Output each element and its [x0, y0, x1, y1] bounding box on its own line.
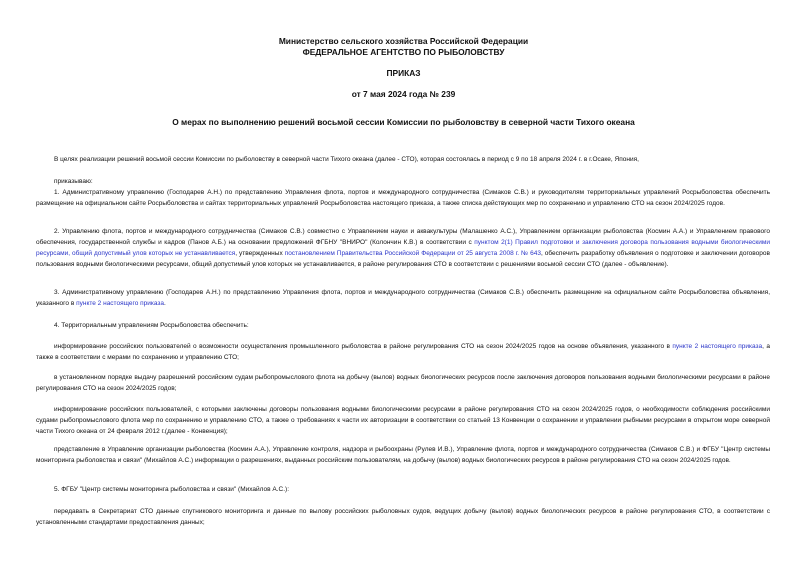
ministry-heading: Министерство сельского хозяйства Российской Федерации	[278, 36, 529, 46]
order-word: приказываю:	[54, 178, 93, 185]
item-2-text-b: , утвержденных	[235, 250, 285, 257]
paragraph-item-4-4: представление в Управление организации рыболовства (Космин А.А.), Управление контроля, надзора и рыбоохраны (Рулев И.В.), Управление флота, портов и международного сотрудничества (Симаков С.В.) и ФГБУ "Центр системы мониторинга рыболовства и связи" (Михайлов А.С.) информации о разрешениях, выданных российским пользователям, на добычу (вылов) водных биологических ресурсов в районе регулирования СТО на сезон 2024/2025 годов.	[36, 446, 770, 464]
item-2-text-c: , обеспечить разработку объявления о подготовке и заключении договоров пользования водными биологическими ресурсами, общий допустимый улов которых не устанавливается, в районе регулирования СТО в соответствии с решениями восьмой сессии СТО (далее - объявление).	[36, 250, 770, 268]
item-4-1-text-a: информирование российских пользователей о возможности осуществления промышленного рыболовства в районе регулирования СТО на сезон 2024/2025 годов на основе объявления, указанного в	[54, 343, 673, 350]
paragraph-item-4: 4. Территориальным управлениям Росрыболовства обеспечить:	[54, 322, 249, 329]
paragraph-item-1: 1. Административному управлению (Господарев А.Н.) по представлению Управления флота, портов и международного сотрудничества (Симаков С.В.) и руководителям территориальных управлений Росрыболовства обеспечить размещение на официальном сайте Росрыболовства и сайтах территориальных управлений Росрыболовства настоящего приказа, а также списка действующих мер по сохранению и управлению СТО на сезон 2024/2025 годов.	[36, 189, 770, 207]
item-2-text-a: 2. Управлению флота, портов и международного сотрудничества (Симаков С.В.) совместно с Управлением науки и аквакультуры (Малашенко А.С.), Управлением организации рыболовства (Космин А.А.) и Управлением правового обеспечения, государственной службы и кадров (Панов А.Б.) на основании предложений ФГБНУ "ВНИРО" (Колончин К.В.) в соответствии с	[36, 228, 770, 246]
link-point-2-of-order-2[interactable]: пункте 2 настоящего приказа	[672, 343, 763, 350]
paragraph-item-4-1	[36, 341, 770, 363]
item-3-text-b: .	[164, 300, 166, 307]
document-title: О мерах по выполнению решений восьмой сессии Комиссии по рыболовству в северной части Тихого океана	[172, 117, 635, 127]
order-heading: ПРИКАЗ	[386, 68, 421, 78]
paragraph-item-3	[36, 287, 770, 309]
intro-paragraph: В целях реализации решений восьмой сессии Комиссии по рыболовству в северной части Тихого океана (далее - СТО), которая состоялась в период с 9 по 18 апреля 2024 г. в г.Осаке, Япония,	[54, 156, 639, 163]
agency-heading: ФЕДЕРАЛЬНОЕ АГЕНТСТВО ПО РЫБОЛОВСТВУ	[302, 47, 505, 57]
link-point-2-of-order[interactable]: пункте 2 настоящего приказа	[76, 300, 165, 307]
paragraph-item-5: 5. ФГБУ "Центр системы мониторинга рыболовства и связи" (Михайлов А.С.):	[54, 486, 290, 493]
paragraph-item-4-3: информирование российских пользователей, с которыми заключены договоры пользования водными биологическими ресурсами в районе регулирования СТО на сезон 2024/2025 годов, о необходимости соблюдения российскими судами рыбопромыслового флота мер по сохранению и управлению СТО, а также о требованиях к части их авторизации в соответствии со статьей 13 Конвенции о сохранении и управлении рыбными ресурсами в открытом море северной части Тихого океана от 24 февраля 2012 г.(далее - Конвенция);	[36, 406, 770, 435]
paragraph-item-4-2: в установленном порядке выдачу разрешений российским судам рыбопромыслового флота на добычу (вылов) водных биологических ресурсов после заключения договоров пользования водными биологическими ресурсами в районе регулирования СТО на сезон 2024/2025 годов;	[36, 374, 770, 392]
link-rules-point-2-1[interactable]: пунктом 2(1) Правил подготовки и заключения договора пользования водными биологическими ресурсами, общий допустимый улов которых не устанавливается	[36, 239, 770, 257]
item-3-text-a: 3. Административному управлению (Господарев А.Н.) по представлению Управления флота, портов и международного сотрудничества (Симаков С.В.) обеспечить размещение на официальном сайте Росрыболовства объявления, указанного в	[36, 289, 770, 307]
item-4-1-text-b: , а также в соответствии с мерами по сохранению и управлению СТО;	[36, 343, 770, 361]
paragraph-item-5-1: передавать в Секретариат СТО данные спутникового мониторинга и данные по вылову российских рыболовных судов, ведущих добычу (вылов) водных биологических ресурсов в районе регулирования СТО, в соответствии с установленными стандартами предоставления данных;	[36, 508, 770, 526]
link-government-decree-643[interactable]: постановлением Правительства Российской Федерации от 25 августа 2008 г. № 643	[284, 250, 542, 257]
order-date-number: от 7 мая 2024 года № 239	[351, 89, 456, 99]
paragraph-item-2	[36, 226, 770, 270]
